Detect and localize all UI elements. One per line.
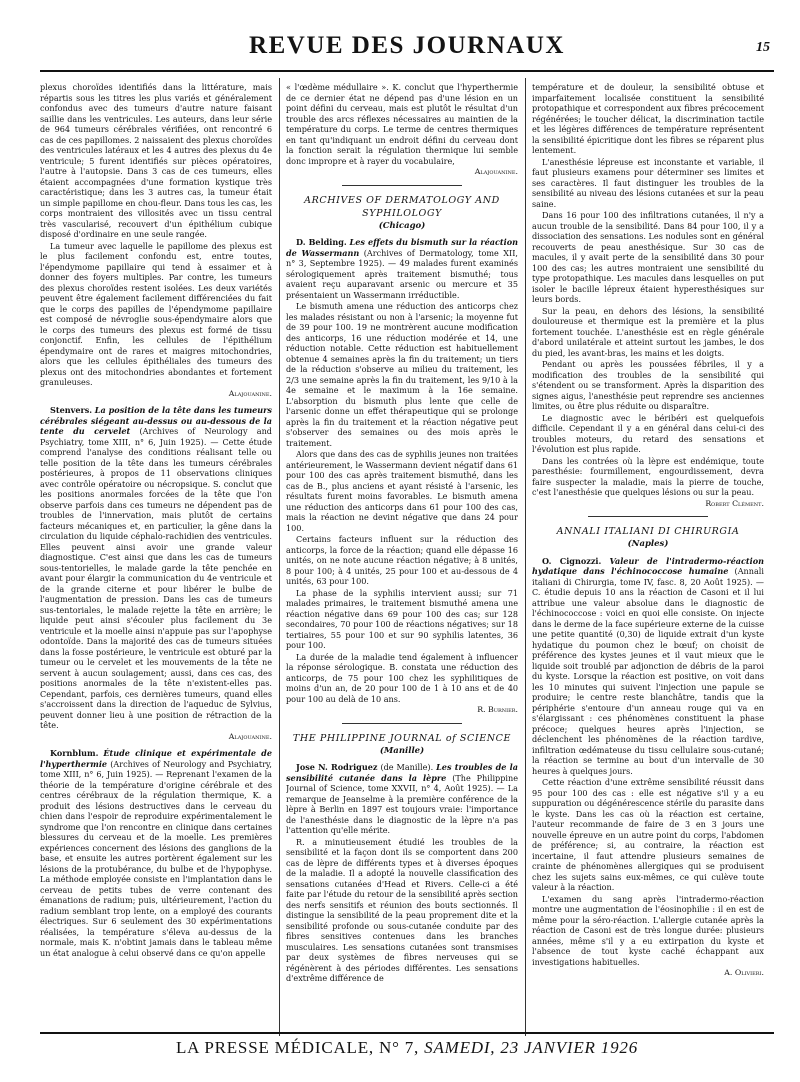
signature: Alajouanine. (474, 167, 518, 176)
section-title: ANNALI ITALIANI DI CHIRURGIA (556, 526, 740, 537)
article-title: Étude clinique et expérimentale de l'hyperthermie (40, 748, 272, 769)
article-title: La position de la tête dans les tumeurs cérébrales siégeant au-dessus ou au-dessous de la tente du cervelet (40, 405, 272, 436)
article-belding (286, 237, 518, 300)
signature: Alajouanine. (228, 731, 272, 741)
article-author-place: (de Manille). (380, 762, 434, 772)
article-text: — Cette étude comprend l'analyse des conditions réalisant telle ou telle position de la tête dans les tumeurs cérébrales postérieures, à propos de 11 observations cliniques avec contrôle opératoire ou nécropsique. S. conclut que les positions anormales forcées de la tête que l'on observe parfois dans ces tumeurs ne dépendent pas de troubles de l'innervation, mais plutôt de certains facteurs mécaniques et, en particulier, la gêne dans la circulation du liquide céphalo-rachidien des ventricules. Elles peuvent ainsi avoir une grande valeur diagnostique. C'est ainsi que dans les cas de tumeurs sous-tentorielles, le malade garde la tête penchée en avant pour élargir la communication du 4e ventricule et de la grande citerne et pour libérer le bulbe de l'augmentation de pression. Dans les cas de tumeurs sus-tentoriales, le malade rejette la tête en arrière; le liquide peut ainsi s'écouler plus facilement du 3e ventricule et la moelle ainsi n'appuie pas sur l'apophyse odontoïde. Dans la majorité des cas de tumeurs situées dans la fosse postérieure, le ventricule est obturé par la tumeur ou le cervelet et les mouvements de la tête ne servent à aucun soulagement; aussi, dans ces cas, des positions anormales de la tête n'existent-elles pas. Cependant, parfois, ces dernières tumeurs, quand elles s'accroissent dans la direction de l'aqueduc de Sylvius, peuvent donner lieu à une position de rétraction de la tête. (40, 436, 272, 730)
footer-journal: LA PRESSE MÉDICALE, N° 7, (175, 1038, 420, 1057)
footer-rule (40, 1032, 774, 1034)
paragraph: La tumeur avec laquelle le papillome des plexus est le plus facilement confondu est, entre toutes, l'épendymome papillaire qui tend à essaimer et à donner des foyers multiples. Par contre, les tumeurs des plexus choroïdes restent isolées. Les deux variétés peuvent être également facilement différenciées du fait que le corps des papilles de l'épendymome papillaire est composé de névroglie sous-épendymaire alors que le corps des tumeurs des plexus est formé de tissu conjonctif. Enfin, les cellules de l'épithélium épendymaire ont de rares et maigres mitochondries, alors que les cellules épithéliales des tumeurs des plexus ont des mitochondries abondantes et fortement granuleuses. (40, 240, 272, 387)
article-title: Valeur de l'intradermo-réaction hydatique dans l'échinococcose humaine (532, 555, 764, 576)
article-rodriguez (286, 762, 518, 836)
paragraph: Le bismuth amena une réduction des anticorps chez les malades résistant ou non à l'arsenic; la moyenne fut de 39 pour 100. 19 ne montrèrent aucune modification des anticorps, 16 une réduction modérée et 14, une réduction notable. Cette réduction est habituellement obtenue 4 semaines après la fin du traitement; un tiers de la réduction s'observe au milieu du traitement, les 2/3 une semaine après la fin du traitement, les 9/10 à la 4e semaine et le maximum à la 16e semaine. L'absorption du bismuth plus lente que celle de l'arsenic donne un effet thérapeutique qui se prolonge après la fin du traitement et la réaction négative peut s'observer des semaines ou des mois après le traitement. (286, 301, 518, 448)
paragraph: « l'œdème médullaire ». K. conclut que l'hyperthermie de ce dernier état ne dépend pas d'une lésion en un point défini du cerveau, mais est plutôt le résultat d'un trouble des arcs réflexes nécessaires au maintien de la température du corps. Le terme de centres thermiques en tant qu'indiquant un endroit défini du cerveau dont la fonction serait la régulation thermique lui semble donc impropre et à rayer du vocabulaire, (286, 82, 518, 166)
paragraph: Dans les contrées où la lèpre est endémique, toute paresthésie: fourmillement, engourdissement, devra faire suspecter la maladie, mais la pierre de touche, c'est l'anesthésie que quelques lésions ou sur la peau. (532, 455, 764, 497)
article-title: Les effets du bismuth sur la réaction de Wassermann (286, 237, 518, 258)
paragraph: Certains facteurs influent sur la réduction des anticorps, la force de la réaction; quand elle dépasse 16 unités, on ne note aucune réaction négative; à 8 unités, 8 pour 100; à 4 unités, 25 pour 100 et au-dessous de 4 unités, 63 pour 100. (286, 534, 518, 586)
article-text: — C. étudie depuis 10 ans la réaction de Casoni et il lui attribue une valeur absolue dans le diagnostic de l'échinococcose : voici en quoi elle consiste. On injecte dans le derme de la face supérieure externe de la cuisse une petite quantité (0,30) de liquide extrait d'un kyste hydatique du poumon chez le bœuf; on choisit de préférence des kystes jeunes et il vaut mieux que le liquide soit troublé par adjonction de débris de la paroi du kyste. Lorsque la réaction est positive, on voit dans les 10 minutes qui suivent l'injection une papule se produire; le centre reste blanchâtre, tandis que la périphérie s'entoure d'un anneau rouge qui va en s'élargissant : ces phénomènes constituent la phase précoce; quelques heures après l'injection, se déclenchent les phénomènes de la réaction tardive, infiltration œdémateuse du tissu cellulaire sous-cutané; la réaction se termine au bout d'un intervalle de 30 heures à quelques jours. (532, 576, 764, 776)
header-rule (40, 70, 774, 72)
article-reference: (Archives of Neurology and Psychiatry, tome XIII, n° 6, Juin 1925). (40, 758, 272, 779)
journal-title: REVUE DES JOURNAUX (249, 32, 565, 59)
paragraph: température et de douleur, la sensibilité obtuse et imparfaitement localisée constituent la sensibilité protopathique et correspondent aux fibres précocement régénérées; le toucher délicat, la discrimination tactile et les légères différences de température représentent la sensibilité épicritique dont les fibres se réparent plus lentement. (532, 82, 764, 155)
column-3 (532, 82, 764, 1032)
article-title: Les troubles de la sensibilité cutanée dans la lèpre (286, 762, 518, 783)
article-author: Stenvers. (50, 405, 93, 415)
section-title: THE PHILIPPINE JOURNAL of SCIENCE (292, 732, 512, 744)
article-author: O. Cignozzi. (542, 555, 602, 566)
section-separator (588, 516, 708, 517)
article-reference: (The Philippine Journal of Science, tome XXVII, n° 4, Août 1925). (286, 772, 518, 793)
article-reference: (Archives of Neurology and Psychiatry, tome XIII, n° 6, Juin 1925). (40, 426, 272, 447)
section-place: (Manille) (379, 745, 425, 756)
article-author: Jose N. Rodriguez (296, 762, 378, 772)
paragraph: Le diagnostic avec le béribéri est quelquefois difficile. Cependant il y a en général dans celui-ci des troubles moteurs, du retard des sensations et l'évolution est plus rapide. (532, 412, 764, 454)
signature: Robert Clément. (705, 498, 764, 508)
section-title: ARCHIVES OF DERMATOLOGY AND SYPHILOLOGY (304, 194, 500, 219)
column-divider (279, 78, 280, 1036)
page-number: 15 (756, 40, 770, 55)
article-cignozzi (532, 556, 764, 777)
article-stenvers (40, 405, 272, 731)
page-header (40, 30, 774, 70)
paragraph: Pendant ou après les poussées fébriles, il y a modification des troubles de la sensibilité qui s'étendent ou se transforment. Après la disparition des signes aigus, l'anesthésie peut reprendre ses anciennes limites, ou être plus réduite ou disparaître. (532, 359, 764, 411)
article-text: — 49 malades furent examinés sérologiquement après traitement bismuthé; tous avaient reçu auparavant arsenic ou mercure et 35 présentaient un Wassermann irréductible. (286, 258, 518, 300)
article-reference: (Archives of Dermatology, tome XII, n° 3, Septembre 1925). (286, 247, 518, 268)
signature: Alajouanine. (228, 388, 272, 398)
column-2 (286, 82, 518, 1032)
paragraph: Dans 16 pour 100 des infiltrations cutanées, il n'y a aucun trouble de la sensibilité. Dans 84 pour 100, il y a dissociation des sensations. Les nodules sont en général recouverts de peau anesthésique. Sur 30 cas de macules, il y avait perte de la sensibilité dans 30 pour 100 des cas; les autres montraient une sensibilité du type protopathique. Les macules dans lesquelles on put isoler le bacille lépreux étaient hyperesthésiques sur leurs bords. (532, 210, 764, 304)
paragraph: L'anesthésie lépreuse est inconstante et variable, il faut plusieurs examens pour déterminer ses limites et ses caractères. Il faut distinguer les troubles de la sensibilité au niveau des lésions cutanées et sur la peau saine. (532, 156, 764, 209)
paragraph: Cette réaction d'une extrême sensibilité réussit dans 95 pour 100 des cas : elle est négative s'il y a eu suppuration ou dégénérescence stérile du parasite dans le kyste. Dans les cas où la réaction est certaine, l'auteur recommande de faire de 3 en 3 jours une nouvelle épreuve en un autre point du corps, l'abdomen de préférence; si, au contraire, la réaction est incertaine, il faut attendre plusieurs semaines de crainte de phénomènes allergiques qui se produisent chez les sujets sains eux-mêmes, ce qui culève toute valeur à la réaction. (532, 777, 764, 892)
article-text: — La remarque de Jeanselme à la première conférence de la lèpre à Berlin en 1897 est toujours vraie: l'importance de l'anesthésie dans le diagnostic de la lèpre n'a pas l'attention qu'elle mérite. (286, 783, 518, 835)
section-place: (Chicago) (378, 220, 426, 231)
signature: A. Olivieri. (724, 968, 764, 977)
column-1 (40, 82, 272, 1032)
paragraph: R. a minutieusement étudié les troubles de la sensibilité et la façon dont ils se comportent dans 200 cas de lèpre de différents types et à diverses époques de la maladie. Il a adopté la nouvelle classification des sensations cutanées d'Head et Rivers. Celle-ci a été faite par l'étude du retour de la sensibilité après section des nerfs sensitifs et réunion des bouts sectionnés. Il distingue la sensibilité de la peau proprement dite et la sensibilité profonde ou sous-cutanée conduite par des fibres sensitives contenues dans les branches musculaires. Les sensations cutanées sont transmises par deux systèmes de fibres nerveuses qui se régénèrent à des périodes différentes. Les sensations d'extrême différence de (286, 836, 518, 983)
article-author: D. Belding. (296, 237, 347, 247)
paragraph: La durée de la maladie tend également à influencer la réponse sérologique. B. constata une réduction des anticorps, de 75 pour 100 chez les syphilitiques de moins d'un an, de 20 pour 100 de 1 à 10 ans et de 40 pour 100 au delà de 10 ans. (286, 651, 518, 704)
paragraph: L'examen du sang après l'intradermo-réaction montre une augmentation de l'éosinophilie : il en est de même pour la séro-réaction. L'allergie cutanée après la réaction de Casoni est de très longue durée: plusieurs années, même s'il y a eu extirpation du kyste et l'absence de tout kyste caché échappant aux investigations habituelles. (532, 893, 764, 967)
column-divider (525, 78, 526, 1036)
section-place: (Naples) (627, 539, 669, 549)
section-separator (342, 723, 462, 724)
paragraph: La phase de la syphilis intervient aussi; sur 71 malades primaires, le traitement bismuthé amena une réaction négative dans 69 pour 100 des cas; sur 128 secondaires, 70 pour 100 de réactions négatives; sur 18 tertiaires, 55 pour 100 et sur 90 syphilis latentes, 36 pour 100. (286, 587, 518, 650)
article-author: Kornblum. (50, 748, 99, 758)
footer-date: SAMEDI, 23 JANVIER 1926 (424, 1038, 638, 1057)
paragraph: plexus choroïdes identifiés dans la littérature, mais répartis sous les titres les plus variés et généralement confondus avec des tumeurs d'autre nature faisant saillie dans les ventricules. Les auteurs, dans leur série de 964 tumeurs cérébrales vérifiées, ont rencontré 6 cas de ces papillomes. 2 naissaient des plexus choroïdes des ventricules latéraux et les 4 autres des plexus du 4e ventricule; 5 furent identifiés sur pièces opératoires, l'autre à l'autopsie. Dans 3 cas de ces tumeurs, elles étaient accompagnées d'une formation kystique très caractéristique; dans les 3 autres cas, la tumeur était un simple papillome en chou-fleur. Dans tous les cas, les corps montraient des villosités avec un tissu central très vascularisé, recouvert d'un épithélium cubique disposé d'ordinaire en une seule rangée. (40, 82, 272, 239)
article-text: — Reprenant l'examen de la théorie de la température d'origine cérébrale et des centres cérébraux de la régulation thermique, K. a produit des lésions destructives dans le cerveau du chien dans l'espoir de reproduire expérimentalement le syndrome que l'on rencontre en clinique dans certaines blessures du cerveau et de la moelle. Les premières expériences concernent des lésions des ganglions de la base, et ensuite les autres portèrent également sur les lésions de la protubérance, du bulbe et de l'hypophyse. La méthode employée consiste en l'implantation dans le cerveau de petits tubes de verre contenant des émanations de radium; puis, ultérieurement, l'action du radium semblant trop lente, on a employé des courants électriques. Sur 6 seulement des 30 expérimentations réalisées, la température s'éleva au-dessus de la normale, mais K. n'obtint jamais dans le tableau même un état analogue à celui observé dans ce qu'on appelle (40, 769, 272, 958)
section-separator (342, 185, 462, 186)
paragraph: Sur la peau, en dehors des lésions, la sensibilité douloureuse et thermique est la première et la plus fortement touchée. L'anesthésie est en règle générale d'abord unilatérale et atteint surtout les jambes, le dos du pied, les avant-bras, les mains et les doigts. (532, 305, 764, 358)
article-kornblum (40, 748, 272, 958)
article-reference: (Annali italiani di Chirurgia, tome IV, fasc. 8, 20 Août 1925). (532, 566, 764, 587)
page-footer (40, 1038, 774, 1058)
signature: R. Burnier. (477, 705, 518, 714)
paragraph: Alors que dans des cas de syphilis jeunes non traitées antérieurement, le Wassermann devient négatif dans 61 pour 100 des cas après traitement bismuthé, dans les cas de B., plus anciens et ayant résisté à l'arsenic, les résultats furent moins favorables. Le bismuth amena une réduction des anticorps dans 61 pour 100 des cas, mais la réaction ne devint négative que dans 24 pour 100. (286, 449, 518, 533)
